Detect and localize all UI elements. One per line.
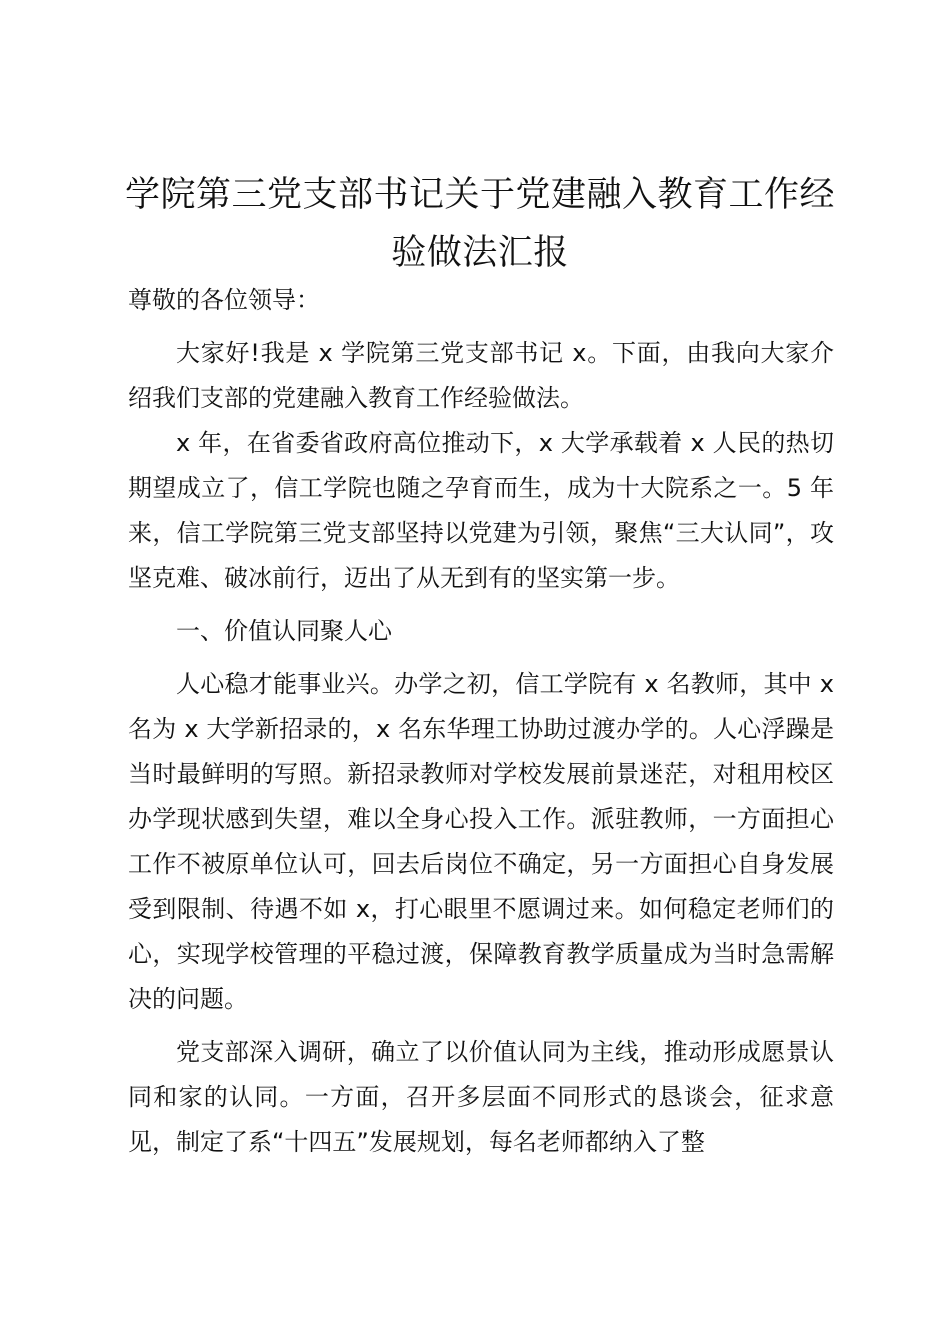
document-title: 学院第三党支部书记关于党建融入教育工作经验做法汇报 <box>124 175 835 273</box>
paragraph-intro: 大家好!我是 x 学院第三党支部书记 x。下面，由我向大家介绍我们支部的党建融入教育工作经验做法。 <box>128 339 834 412</box>
paragraph-situation: 人心稳才能事业兴。办学之初，信工学院有 x 名教师，其中 x 名为 x 大学新招录的，x 名东华理工协助过渡办学的。人心浮躁是当时最鲜明的写照。新招录教师对学校发展前景迷茫，对租用校区办学现状感到失望，难以全身心投入工作。派驻教师，一方面担心工作不被原单位认可，回去后岗位不确定，另一方面担心自身发展受到限制、待遇不如 x，打心眼里不愿调过来。如何稳定老师们的心，实现学校管理的平稳过渡，保障教育教学质量成为当时急需解决的问题。 <box>128 670 834 1013</box>
paragraph-background: x 年，在省委省政府高位推动下，x 大学承载着 x 人民的热切期望成立了，信工学院也随之孕育而生，成为十大院系之一。5 年来，信工学院第三党支部坚持以党建为引领，聚焦“三大认同”，攻坚克难、破冰前行，迈出了从无到有的坚实第一步。 <box>128 429 834 592</box>
section-heading: 一、价值认同聚人心 <box>176 617 392 645</box>
paragraph-actions: 党支部深入调研，确立了以价值认同为主线，推动形成愿景认同和家的认同。一方面，召开多层面不同形式的恳谈会，征求意见，制定了系“十四五”发展规划，每名老师都纳入了整 <box>128 1038 834 1156</box>
document-body <box>128 278 834 1165</box>
greeting-line: 尊敬的各位领导： <box>128 286 320 314</box>
